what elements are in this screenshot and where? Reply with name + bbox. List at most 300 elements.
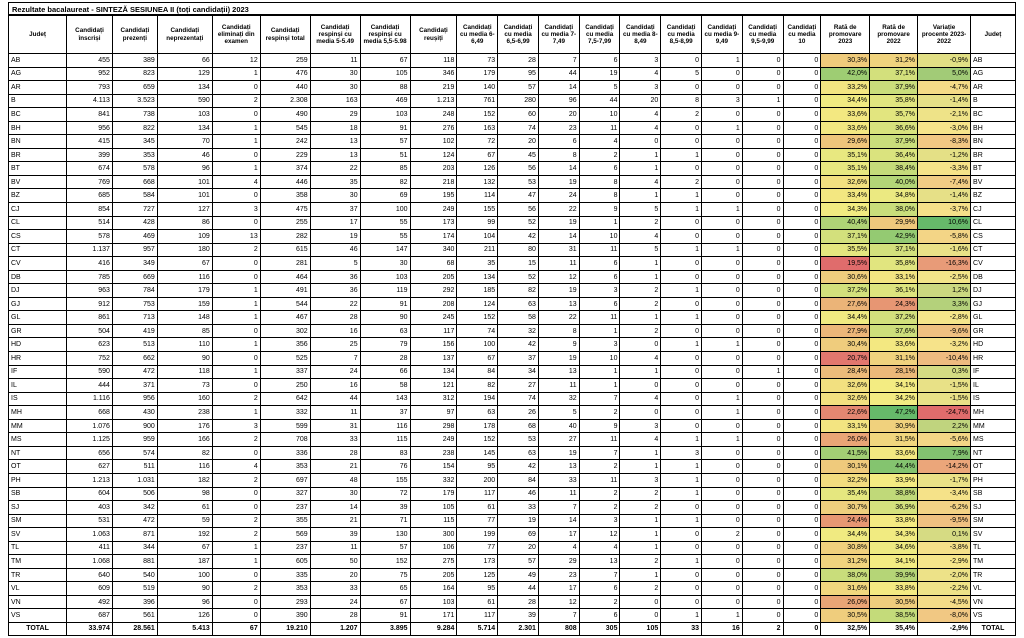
table-cell: 0 [702,189,743,203]
table-cell: 0 [742,324,783,338]
table-cell: 1.125 [67,433,113,447]
table-cell: 0 [783,324,821,338]
table-cell: 20 [620,94,661,108]
table-cell: 32 [538,392,579,406]
table-cell: 27,6% [821,297,870,311]
table-cell: -3,2% [918,338,971,352]
county-cell: CT [971,243,1016,257]
table-cell: 44 [538,67,579,81]
table-cell: 1 [620,446,661,460]
county-cell: MM [9,419,67,433]
table-cell: 115 [410,514,457,528]
table-cell: 1 [579,379,620,393]
table-cell: 10,6% [918,216,971,230]
table-row [9,175,1016,189]
table-cell: 11 [538,257,579,271]
table-cell: 103 [360,108,410,122]
table-cell: 0 [742,487,783,501]
table-cell: 275 [410,555,457,569]
table-cell: 11 [538,379,579,393]
table-cell: 0 [742,175,783,189]
table-cell: 1 [661,487,702,501]
table-cell: 0 [661,501,702,515]
table-cell: 337 [260,365,310,379]
table-cell: 2.301 [498,622,539,635]
table-cell: 12 [538,595,579,609]
table-cell: 0 [783,203,821,217]
table-cell: 5 [620,203,661,217]
table-cell: -1,5% [918,379,971,393]
table-cell: 44 [579,94,620,108]
table-cell: 0 [661,582,702,596]
table-cell: 784 [112,284,157,298]
table-cell: 0 [661,324,702,338]
table-cell: 100 [457,338,498,352]
table-cell: 99 [457,216,498,230]
header-cell: Candidați cu media 9-9,49 [702,16,743,54]
table-cell: 105 [620,622,661,635]
table-cell: 1 [742,94,783,108]
table-cell: 0 [661,352,702,366]
table-row [9,108,1016,122]
table-cell: 6 [579,609,620,623]
county-cell: HR [9,352,67,366]
table-cell: 29,9% [870,216,918,230]
table-cell: 0 [783,379,821,393]
table-cell: 91 [360,297,410,311]
table-cell: 0 [212,216,260,230]
table-cell: 396 [112,595,157,609]
table-cell: 3 [579,284,620,298]
table-cell: 200 [457,473,498,487]
table-cell: 656 [67,446,113,460]
table-cell: 0 [783,135,821,149]
table-cell: 182 [157,473,212,487]
table-row [9,392,1016,406]
table-cell: 4 [620,230,661,244]
table-cell: 24 [310,365,360,379]
table-cell: 1 [661,460,702,474]
table-cell: 627 [67,460,113,474]
table-cell: 21 [310,514,360,528]
table-cell: 105 [410,501,457,515]
table-cell: 229 [260,148,310,162]
table-cell: 13 [538,460,579,474]
table-row [9,270,1016,284]
table-cell: 3 [579,338,620,352]
table-cell: 0 [742,270,783,284]
table-cell: 37,2% [821,284,870,298]
table-cell: 0 [702,108,743,122]
table-cell: 3 [212,419,260,433]
table-cell: 20 [498,135,539,149]
table-cell: 569 [260,528,310,542]
table-cell: 1 [620,148,661,162]
table-cell: 34,3% [821,203,870,217]
table-cell: 6 [579,54,620,68]
table-cell: 1 [212,297,260,311]
table-cell: 0 [212,352,260,366]
table-cell: 305 [579,622,620,635]
table-cell: 39 [498,609,539,623]
table-cell: 36,6% [870,121,918,135]
table-cell: 687 [67,609,113,623]
table-cell: -2,0% [918,568,971,582]
table-cell: 59 [157,514,212,528]
county-cell: CS [971,230,1016,244]
table-cell: 0 [783,230,821,244]
header-cell: Variație procente 2023-2022 [918,16,971,54]
county-cell: TM [971,555,1016,569]
table-cell: 0 [742,243,783,257]
table-cell: 540 [112,568,157,582]
table-row [9,541,1016,555]
table-cell: 46 [310,243,360,257]
table-cell: 0,3% [918,365,971,379]
table-cell: 147 [360,243,410,257]
table-cell: 137 [410,352,457,366]
header-cell: Candidați cu media 8,5-8,99 [661,16,702,54]
table-cell: 34,8% [870,189,918,203]
county-cell: TOTAL [971,622,1016,635]
county-cell: IS [971,392,1016,406]
table-cell: 0 [661,162,702,176]
table-cell: 769 [67,175,113,189]
table-cell: 0 [783,595,821,609]
table-cell: 238 [410,446,457,460]
table-cell: 34 [498,365,539,379]
table-cell: 84 [498,473,539,487]
table-cell: 4 [538,541,579,555]
table-cell: 0 [742,582,783,596]
table-cell: 0 [212,487,260,501]
table-row [9,568,1016,582]
table-cell: 187 [157,555,212,569]
county-cell: IF [971,365,1016,379]
table-cell: 2 [620,297,661,311]
table-cell: 0 [783,297,821,311]
table-cell: 37,9% [870,81,918,95]
table-cell: 103 [410,595,457,609]
table-cell: 0 [742,162,783,176]
table-cell: 1 [212,541,260,555]
table-cell: 28,1% [870,365,918,379]
table-cell: 336 [260,446,310,460]
table-cell: 0 [783,609,821,623]
table-cell: 1 [620,514,661,528]
table-cell: 19 [538,352,579,366]
table-cell: 12 [579,528,620,542]
table-cell: 37 [360,406,410,420]
table-cell: 95 [457,582,498,596]
table-cell: 179 [410,487,457,501]
table-cell: 0 [783,433,821,447]
county-cell: BT [9,162,67,176]
table-cell: 119 [360,284,410,298]
table-cell: 0 [702,365,743,379]
table-cell: 1 [212,135,260,149]
table-cell: 164 [410,582,457,596]
table-cell: -9,6% [918,324,971,338]
table-cell: 0 [742,352,783,366]
table-cell: 0 [702,257,743,271]
table-cell: 28 [310,311,360,325]
table-cell: -24,7% [918,406,971,420]
table-cell: -3,0% [918,121,971,135]
table-cell: 116 [157,460,212,474]
table-cell: 33,1% [870,270,918,284]
table-cell: 38,8% [870,487,918,501]
table-cell: 90 [157,582,212,596]
county-cell: IL [971,379,1016,393]
table-row [9,257,1016,271]
table-cell: 22,6% [821,406,870,420]
table-cell: 42 [498,230,539,244]
table-cell: 127 [157,203,212,217]
table-cell: 2 [661,175,702,189]
table-cell: 753 [112,297,157,311]
table-cell: 5 [310,257,360,271]
table-cell: 33.974 [67,622,113,635]
table-cell: -4,5% [918,595,971,609]
table-row [9,284,1016,298]
table-cell: 32,5% [821,622,870,635]
table-cell: 46 [498,487,539,501]
table-cell: 2 [212,582,260,596]
table-cell: 67 [360,595,410,609]
table-cell: 248 [410,108,457,122]
table-cell: 0 [702,162,743,176]
table-cell: 85 [157,324,212,338]
table-cell: 74 [457,324,498,338]
header-cell: Candidați înscriși [67,16,113,54]
table-cell: 0 [702,473,743,487]
table-cell: 9.284 [410,622,457,635]
table-cell: 58 [360,379,410,393]
table-cell: 590 [67,365,113,379]
table-cell: 130 [360,528,410,542]
table-cell: 116 [360,419,410,433]
table-cell: 1 [702,433,743,447]
table-row [9,433,1016,447]
table-cell: 30 [360,257,410,271]
table-cell: -8,3% [918,135,971,149]
table-cell: 34,4% [821,311,870,325]
table-cell: 0 [783,514,821,528]
table-cell: 2 [579,460,620,474]
table-cell: 0 [661,54,702,68]
table-cell: 66 [157,54,212,68]
table-cell: 0 [742,433,783,447]
table-cell: 1 [661,555,702,569]
table-cell: 302 [260,324,310,338]
table-cell: 255 [260,216,310,230]
table-cell: 822 [112,121,157,135]
table-cell: 374 [260,162,310,176]
table-cell: 2 [579,501,620,515]
table-cell: 33,1% [821,419,870,433]
table-cell: 37 [498,352,539,366]
county-cell: CT [9,243,67,257]
table-cell: 28 [310,446,360,460]
table-cell: 237 [260,541,310,555]
county-cell: GL [9,311,67,325]
county-cell: SJ [9,501,67,515]
table-cell: 3 [620,473,661,487]
table-cell: 0 [783,54,821,68]
table-cell: 491 [260,284,310,298]
county-cell: DJ [971,284,1016,298]
table-cell: 0 [783,460,821,474]
table-cell: 100 [157,568,212,582]
table-cell: 19,5% [821,257,870,271]
table-cell: 40,4% [821,216,870,230]
table-cell: 0 [742,555,783,569]
table-cell: 35,7% [870,108,918,122]
table-cell: 0 [742,203,783,217]
table-cell: 0 [783,162,821,176]
table-cell: 42 [498,460,539,474]
table-cell: 30 [310,487,360,501]
table-cell: 238 [157,406,212,420]
table-row [9,54,1016,68]
table-cell: 0 [702,175,743,189]
table-cell: 44 [498,582,539,596]
table-cell: 63 [498,297,539,311]
table-cell: 36 [310,270,360,284]
table-cell: 5 [538,406,579,420]
table-cell: 116 [157,270,212,284]
table-row [9,324,1016,338]
table-cell: 6 [579,582,620,596]
table-cell: 2.308 [260,94,310,108]
table-cell: 36,9% [870,501,918,515]
table-cell: 0 [702,67,743,81]
header-cell: Rată de promovare 2023 [821,16,870,54]
table-cell: 0 [661,365,702,379]
table-cell: 1.068 [67,555,113,569]
table-cell: 28,4% [821,365,870,379]
county-cell: BH [9,121,67,135]
table-cell: 82 [157,446,212,460]
table-cell: 430 [112,406,157,420]
table-cell: 75 [360,568,410,582]
table-cell: 46 [157,148,212,162]
table-cell: 55 [360,230,410,244]
table-cell: 0 [783,189,821,203]
table-cell: 472 [112,514,157,528]
table-cell: 65 [360,582,410,596]
table-cell: 19 [538,175,579,189]
table-cell: 1 [212,162,260,176]
table-cell: 101 [157,175,212,189]
table-cell: 599 [260,419,310,433]
table-cell: 1.207 [310,622,360,635]
county-cell: MM [971,419,1016,433]
table-cell: 674 [67,162,113,176]
table-row [9,406,1016,420]
header-cell: Județ [9,16,67,54]
table-cell: 0 [702,270,743,284]
table-cell: -2,8% [918,311,971,325]
table-cell: 134 [157,121,212,135]
table-cell: 0 [783,216,821,230]
table-cell: 67 [157,541,212,555]
county-cell: BH [971,121,1016,135]
table-cell: 67 [212,622,260,635]
table-cell: 33,8% [870,514,918,528]
table-cell: 1.213 [410,94,457,108]
county-cell: VS [971,609,1016,623]
table-cell: 20 [310,568,360,582]
table-cell: 124 [410,148,457,162]
county-cell: MH [9,406,67,420]
table-cell: 33,6% [870,446,918,460]
table-cell: 17 [538,528,579,542]
table-cell: 77 [457,541,498,555]
table-cell: 53 [498,175,539,189]
header-cell: Candidați cu media 6,5-6,99 [498,16,539,54]
county-cell: BC [971,108,1016,122]
table-cell: 74 [498,121,539,135]
table-cell: 96 [157,595,212,609]
table-cell: 4 [620,108,661,122]
table-cell: 1 [702,243,743,257]
table-cell: 332 [410,473,457,487]
table-cell: 1 [620,568,661,582]
table-cell: 0 [702,582,743,596]
table-cell: 2 [661,108,702,122]
table-cell: 399 [67,148,113,162]
table-cell: 33,9% [870,473,918,487]
table-cell: 0 [783,487,821,501]
table-cell: 219 [410,81,457,95]
table-cell: 42,0% [821,67,870,81]
county-cell: GL [971,311,1016,325]
table-row [9,528,1016,542]
county-cell: IF [9,365,67,379]
table-cell: 49 [498,568,539,582]
table-cell: 609 [67,582,113,596]
table-cell: 40 [538,419,579,433]
table-cell: 63 [498,446,539,460]
table-cell: 36 [310,284,360,298]
table-cell: 344 [112,541,157,555]
table-cell: 0 [783,622,821,635]
table-cell: 6 [579,270,620,284]
header-cell: Candidați cu media 8-8,49 [620,16,661,54]
table-cell: 69 [498,528,539,542]
table-cell: 900 [112,419,157,433]
table-cell: 36,4% [870,148,918,162]
sheet-title: Rezultate bacalaureat - SINTEZĂ SESIUNEA II (toți candidații) 2023 [8,2,1016,15]
table-cell: 668 [67,406,113,420]
table-cell: -2,9% [918,622,971,635]
table-cell: 35,4% [870,622,918,635]
table-cell: 56 [498,203,539,217]
table-cell: 34,4% [821,528,870,542]
table-cell: 0 [783,473,821,487]
table-cell: 0 [783,541,821,555]
table-cell: 444 [67,379,113,393]
county-cell: BZ [971,189,1016,203]
table-cell: 21 [310,460,360,474]
table-cell: 0 [742,135,783,149]
table-cell: 276 [410,121,457,135]
header-row [9,16,1016,54]
table-cell: 0 [702,446,743,460]
table-cell: 4.113 [67,94,113,108]
